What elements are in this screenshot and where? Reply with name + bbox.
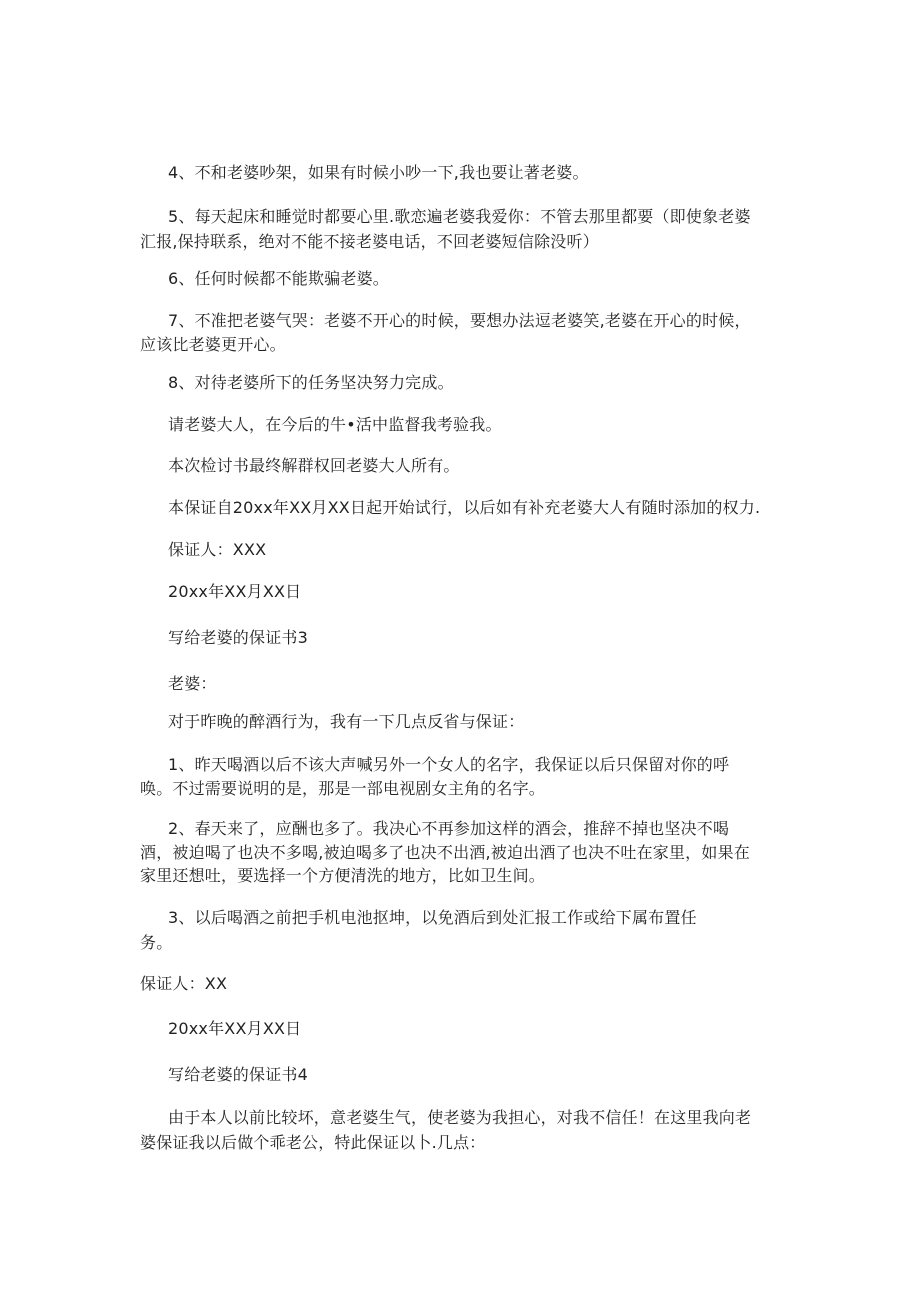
paragraph-item-7-line-2: 应该比老婆更开心。 xyxy=(140,335,286,354)
paragraph-point-3-line-1: 3、以后喝酒之前把手机电池抠坤，以免酒后到处汇报工作或给下属布置任 xyxy=(168,908,697,927)
paragraph-closing-line-1: 由于本人以前比较坏，意老婆生气，使老婆为我担心，对我不信任！在这里我向老 xyxy=(168,1108,752,1127)
paragraph-closing-line-2: 婆保证我以后做个乖老公，特此保证以卜.几点： xyxy=(140,1133,486,1152)
paragraph-trial-date: 本保证自20xx年XX月XX日起开始试行，以后如有补充老婆大人有随时添加的权力. xyxy=(168,498,761,517)
paragraph-item-6: 6、任何时候都不能欺骗老婆。 xyxy=(168,269,389,288)
paragraph-item-4: 4、不和老婆吵架，如果有时候小吵一下,我也要让著老婆。 xyxy=(168,163,589,182)
date-line-2: 20xx年XX月XX日 xyxy=(168,1019,302,1038)
paragraph-point-2-line-3: 家里还想吐，要选择一个方便清洗的地方，比如卫生间。 xyxy=(140,866,546,885)
paragraph-point-2-line-2: 酒，被迫喝了也决不多喝,被迫喝多了也决不出酒,被迫出酒了也决不吐在家里，如果在 xyxy=(140,843,750,862)
section-title-4: 写给老婆的保证书4 xyxy=(168,1065,308,1084)
section-title-3: 写给老婆的保证书3 xyxy=(168,628,308,647)
paragraph-item-5-line-2: 汇报,保持联系，绝对不能不接老婆电话，不回老婆短信除没听） xyxy=(140,232,599,251)
salutation: 老婆： xyxy=(168,674,217,693)
paragraph-point-1-line-2: 唤。不过需要说明的是，那是一部电视剧女主角的名字。 xyxy=(140,779,546,798)
paragraph-item-5-line-1: 5、每天起床和睡觉时都要心里.歌恋遍老婆我爱你：不管去那里都要（即使象老婆 xyxy=(168,207,751,226)
paragraph-supervise: 请老婆大人，在今后的牛•活中监督我考验我。 xyxy=(168,415,502,434)
paragraph-rights: 本次检讨书最终解群权回老婆大人所有。 xyxy=(168,456,460,475)
paragraph-intro: 对于昨晚的醉酒行为，我有一下几点反省与保证： xyxy=(168,712,525,731)
paragraph-item-7-line-1: 7、不准把老婆气哭：老婆不开心的时候，要想办法逗老婆笑,老婆在开心的时候， xyxy=(168,311,751,330)
guarantor-xx: 保证人：XX xyxy=(140,974,228,993)
paragraph-point-3-line-2: 务。 xyxy=(140,933,173,952)
date-line-1: 20xx年XX月XX日 xyxy=(168,582,302,601)
paragraph-point-2-line-1: 2、春天来了，应酬也多了。我决心不再参加这样的酒会，推辞不掉也坚决不喝 xyxy=(168,819,730,838)
paragraph-item-8: 8、对待老婆所下的任务坚决努力完成。 xyxy=(168,373,454,392)
guarantor-xxx: 保证人：XXX xyxy=(168,540,267,559)
paragraph-point-1-line-1: 1、昨天喝酒以后不该大声喊另外一个女人的名字，我保证以后只保留对你的呼 xyxy=(168,755,730,774)
